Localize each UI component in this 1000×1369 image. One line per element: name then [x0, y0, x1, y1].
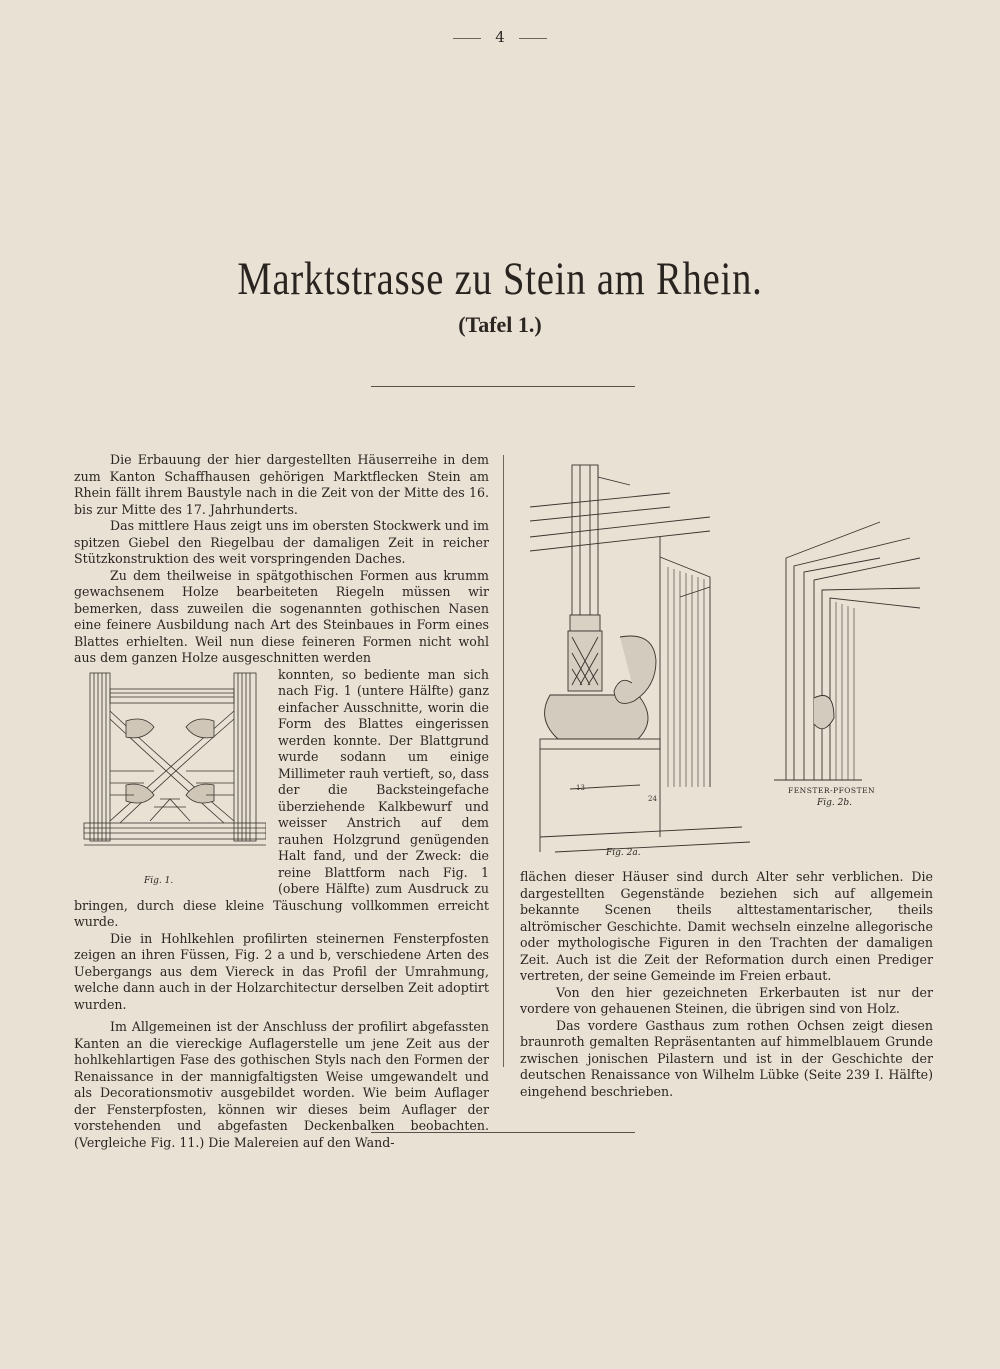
paragraph: Das vordere Gasthaus zum rothen Ochsen zeigt diesen braunroth gemalten Repräsentanten auf himmelblauem Grunde zwischen jonischen Pilastern und ist in der Geschichte der deutschen Renaissance von Wilhelm Lübke (Seite 239 I. Hälfte) eingehend beschrieben.	[520, 1017, 933, 1099]
measure-label: 13	[576, 784, 585, 792]
timber-frame-illustration	[74, 671, 266, 871]
paragraph: Das mittlere Haus zeigt uns im obersten Stockwerk und im spitzen Giebel den Riegelbau der damaligen Zeit in reicher Stützkonstruktion des weit vorspringenden Daches.	[74, 518, 489, 566]
bottom-rule	[371, 1132, 635, 1133]
left-column	[74, 452, 489, 1151]
paragraph: Im Allgemeinen ist der Anschluss der profilirt abgefassten Kanten an die viereckige Auflagerstelle um jene Zeit aus der hohlkehlartigen Fase des gothischen Styls nach den Formen der Renaissance in der mannigfaltigsten Weise umgewandelt und als Decorationsmotiv ausgebildet worden. Wie beim Auflager der Fensterpfosten, können wir dieses beim Auflager der vorstehenden und abgefasten Deckenbalken beobachten. (Vergleiche Fig. 11.) Die Malereien auf den Wand-	[74, 1019, 489, 1150]
column-divider	[503, 455, 504, 1067]
title-rule	[371, 386, 635, 387]
measure-label: 24	[648, 795, 657, 803]
paragraph: flächen dieser Häuser sind durch Alter sehr verblichen. Die dargestellten Gegenstände beziehen sich auf allgemein bekannte Scenen theils alttestamentarischer, theils altrömischer Geschichte. Damit wechseln einzelne allegorische oder mythologische Figuren in den Trachten der damaligen Zeit. Auch ist die Zeit der Reformation durch einen Prediger vertreten, der seine Gemeinde im Freien erbaut.	[520, 869, 933, 983]
paragraph: Die Erbauung der hier dargestellten Häuserreihe in dem zum Kanton Schaffhausen gehörigen Marktflecken Stein am Rhein fällt ihrem Baustyle nach in die Zeit von der Mitte des 16. bis zur Mitte des 17. Jahrhunderts.	[74, 452, 489, 517]
page-subtitle: (Tafel 1.)	[458, 312, 542, 337]
figure-2a-caption: Fig. 2a.	[606, 848, 641, 858]
window-post-illustration-2a	[510, 457, 770, 862]
window-post-illustration-2b	[770, 518, 930, 813]
paragraph: Von den hier gezeichneten Erkerbauten ist nur der vordere von gehauenen Steinen, die übrigen sind von Holz.	[520, 984, 933, 1016]
figure-2a	[510, 457, 770, 862]
page-number: 4	[0, 28, 1000, 46]
figure-2b-caption: Fig. 2b.	[817, 798, 852, 808]
figure-2b	[770, 518, 930, 813]
paragraph: Zu dem theilweise in spätgothischen Formen aus krumm gewachsenem Holze bearbeiteten Riegeln müssen wir bemerken, dass zuweilen die sogenannten gothischen Nasen eine feinere Ausbildung nach Art des Steinbaues in Form eines Blattes erhielten. Weil nun diese feineren Formen nicht wohl aus dem ganzen Holze ausgeschnitten werden	[74, 567, 489, 665]
page-title: Marktstrasse zu Stein am Rhein.	[237, 253, 763, 305]
paragraph: Die in Hohlkehlen profilirten steinernen Fensterpfosten zeigen an ihren Füssen, Fig. 2 a und b, verschiedene Arten des Uebergangs aus dem Viereck in das Profil der Umrahmung, welche dann auch in der Holzarchitectur derselben Zeit adoptirt wurden.	[74, 930, 489, 1012]
figure-1	[74, 671, 266, 884]
figure-1-caption: Fig. 1.	[144, 875, 174, 886]
right-column	[520, 869, 933, 1100]
figure-2b-label: FENSTER-PFOSTEN	[788, 786, 876, 795]
paragraph: konnten, so bediente man sich nach Fig. 1 (untere Hälfte) ganz einfacher Ausschnitte, worin die Form des Blattes eingerissen werden konnte. Der Blattgrund wurde sodann um einige Millimeter rauh vertieft, so, dass der die Backsteingefache überziehende Kalkbewurf und weisser Anstrich auf dem rauhen Holzgrund genügenden Halt fand, und der Zweck: die reine Blattform nach Fig. 1 (obere Hälfte) zum Ausdruck zu bringen, durch diese kleine Täuschung vollkommen erreicht wurde.	[74, 666, 489, 929]
